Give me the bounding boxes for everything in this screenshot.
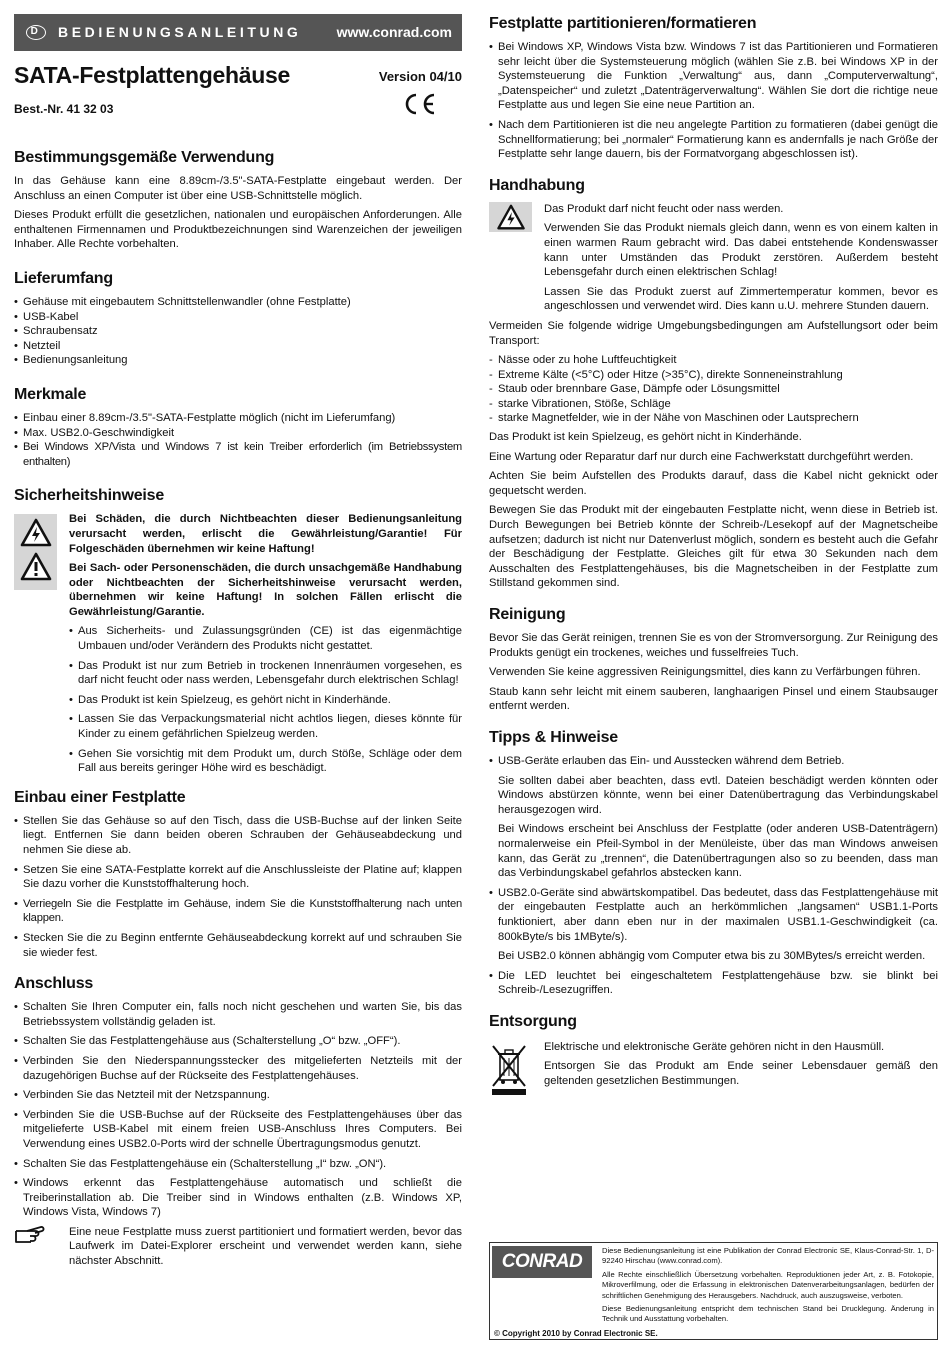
list-item: • Setzen Sie eine SATA-Festplatte korrekt auf die Anschlussleiste der Platine auf; klappen Sie dazu vorher die Kunststoffhalterung hoch. — [14, 863, 462, 892]
title-block — [14, 62, 462, 128]
paragraph: Eine Wartung oder Reparatur darf nur durch eine Fachwerkstatt durchgeführt werden. — [489, 450, 914, 463]
list-item: - starke Magnetfelder, wie in der Nähe von Maschinen oder Lautsprechern — [489, 411, 938, 426]
pointing-hand-icon — [14, 1225, 48, 1245]
list-item: • Lassen Sie das Verpackungsmaterial nicht achtlos liegen, dieses könnte für Kinder zu einem gefährlichen Spielzeug werden. — [69, 712, 462, 741]
paragraph: Achten Sie beim Aufstellen des Produkts darauf, dass die Kabel nicht geknickt oder gequetscht werden. — [489, 470, 938, 497]
note-text: Eine neue Festplatte muss zuerst partitioniert und formatiert werden, bevor das Laufwerk im Datei-Explorer erscheint und verwendet werden kann, siehe nächster Abschnitt. — [69, 1225, 462, 1268]
left-column — [14, 14, 462, 1274]
list-item: • Verbinden Sie das Netzteil mit der Netzspannung. — [14, 1088, 462, 1103]
heading-merkmale: Merkmale — [14, 385, 87, 403]
list-item: • Das Produkt ist kein Spielzeug, es gehört nicht in Kinderhände. — [69, 693, 462, 708]
partition-list — [489, 40, 938, 162]
einbau-list — [14, 814, 462, 960]
list-item: • Bei Windows XP, Windows Vista bzw. Windows 7 ist das Partitionieren und Formatieren sehr leicht über die Systemsteuerung möglich (wählen Sie z.B. bei Windows XP in der Systemsteuerung die Funktion „Verwaltung“ aus, dann „Computerverwaltung“, „Datenspeicher“ und zuletzt „Datenträgerverwaltung“. Wählen Sie dort die richtige neue Festplatte aus und legen Sie eine neue Partition an. — [489, 40, 938, 113]
paragraph: Bewegen Sie das Produkt mit der eingebauten Festplatte nicht, wenn diese in Betrieb ist. Durch Bewegungen bei Betrieb könnte der Schreib-/Lesekopf auf der Magnetscheibe aufsetzen; dadurch ist nicht nur Datenverlust möglich, sondern es besteht auch die Gefahr der Beschädigung der Festplatte. Gleiches gilt für etwa 30 Sekunden nach dem Ausschalten des Festplattengehäuses, bis die Magnetscheiben in der Festplatte zum Stillstand gekommen sind. — [489, 504, 938, 590]
paragraph: In das Gehäuse kann eine 8.89cm-/3.5"-SATA-Festplatte eingebaut werden. Der Anschluss an einen Computer ist über eine USB-Schnittstelle möglich. — [14, 175, 462, 202]
note-block — [14, 1225, 462, 1269]
list-item: • Schalten Sie das Festplattengehäuse ein (Schalterstellung „I“ bzw. „ON“). — [14, 1157, 462, 1172]
safety-block — [14, 512, 462, 776]
electric-warning-icon — [496, 204, 526, 231]
list-item: - Staub oder brennbare Gase, Dämpfe oder Lösungsmittel — [489, 382, 938, 397]
list-item: • Stecken Sie die zu Beginn entfernte Gehäuseabdeckung korrekt auf und schrauben Sie sie wieder fest. — [14, 931, 462, 960]
heading-partition: Festplatte partitionieren/formatieren — [489, 15, 757, 32]
paragraph: Verwenden Sie keine aggressiven Reinigungsmittel, dies kann zu Verfärbungen führen. — [489, 666, 921, 679]
paragraph: Entsorgen Sie das Produkt am Ende seiner Lebensdauer gemäß den geltenden gesetzlichen Bestimmungen. — [544, 1060, 938, 1088]
lieferumfang-list — [14, 295, 462, 368]
exclamation-warning-icon — [20, 552, 52, 582]
heading-reinigung: Reinigung — [489, 606, 566, 623]
header-label: BEDIENUNGSANLEITUNG — [58, 24, 302, 41]
list-item: • USB2.0-Geräte sind abwärtskompatibel. Das bedeutet, dass das Festplattengehäuse mit der eingebauten Festplatte auch an herkömmlichen „langsamen“ USB1.1-Ports funktioniert, aber dann eben nur in der maximalen USB1.1-Geschwindigkeit (ca. 800kByte/s bis 1MByte/s). — [489, 886, 938, 944]
paragraph: Verwenden Sie das Produkt niemals gleich dann, wenn es von einem kalten in einen warmen Raum gebracht wird. Das dabei entstehende Kondenswasser kann unter Umständen das Produkt zerstören. Außerdem besteht Lebensgefahr durch einen elektrischen Schlag! — [544, 222, 938, 279]
list-item: • Verbinden Sie die USB-Buchse auf der Rückseite des Festplattengehäuses über das mitgelieferte USB-Kabel mit einem freien USB-Anschluss Ihres Computers. Bei Verwendung eines USB2.0-Ports wird der schnelle Übertragungsmodus genutzt. — [14, 1108, 462, 1152]
paragraph: Das Produkt darf nicht feucht oder nass werden. — [544, 202, 784, 215]
imprint-box — [489, 1242, 938, 1340]
list-item: • USB-Geräte erlauben das Ein- und Ausstecken während dem Betrieb. — [489, 754, 938, 769]
header-bar — [14, 14, 462, 51]
list-item: • Verbinden Sie den Niederspannungsstecker des mitgelieferten Netzteils mit der dazugehörigen Buchse auf der Rückseite des Festplattengehäuses. — [14, 1054, 462, 1083]
list-item: • Bedienungsanleitung — [14, 353, 462, 368]
order-number: Best.-Nr. 41 32 03 — [14, 102, 114, 116]
handling-block — [489, 202, 938, 314]
crossed-bin-icon — [489, 1042, 529, 1096]
imprint-text: Diese Bedienungsanleitung ist eine Publikation der Conrad Electronic SE, Klaus-Conrad-Str. 1, D-92240 Hirschau (www.conrad.com). — [602, 1246, 934, 1266]
list-item: • Schalten Sie Ihren Computer ein, falls noch nicht geschehen und warten Sie, bis das Betriebssystem vollständig geladen ist. — [14, 1000, 462, 1029]
merkmale-list — [14, 411, 462, 469]
paragraph: Bevor Sie das Gerät reinigen, trennen Sie es von der Stromversorgung. Zur Reinigung des Produkts genügt ein trockenes, weiches und fusselfreies Tuch. — [489, 632, 938, 659]
ce-mark-icon — [401, 92, 437, 116]
heading-tipps: Tipps & Hinweise — [489, 728, 618, 746]
list-item: • Aus Sicherheits- und Zulassungsgründen (CE) ist das eigenmächtige Umbauen und/oder Verändern des Produkts nicht gestattet. — [69, 624, 462, 653]
list-item: • Einbau einer 8.89cm-/3.5"-SATA-Festplatte möglich (nicht im Lieferumfang) — [14, 411, 462, 426]
document-title: SATA-Festplattengehäuse — [14, 62, 290, 88]
anschluss-list — [14, 1000, 462, 1220]
conrad-logo: CONRAD — [492, 1246, 592, 1278]
imprint-text: Diese Bedienungsanleitung entspricht dem technischen Stand bei Drucklegung. Änderung in Technik und Ausstattung vorbehalten. — [602, 1304, 934, 1324]
paragraph: Staub kann sehr leicht mit einem sauberen, langhaarigen Pinsel und einem Staubsauger entfernt werden. — [489, 685, 938, 713]
paragraph: Bei USB2.0 können abhängig vom Computer etwa bis zu 30MBytes/s erreicht werden. — [498, 950, 926, 963]
language-badge: D — [26, 25, 46, 40]
paragraph: Das Produkt ist kein Spielzeug, es gehört nicht in Kinderhände. — [489, 431, 802, 444]
disposal-block — [489, 1040, 938, 1089]
paragraph: Bei Windows erscheint bei Anschluss der Festplatte (oder anderen USB-Datenträgern) normalerweise ein Pfeil-Symbol in der Menüleiste, über das man Windows anweisen kann, das Gerät zu „trennen“, die Datenübertragungen also so zu beenden, dass man das Verbindungskabel gefahrlos abstecken kann. — [498, 823, 938, 880]
list-item: - Extreme Kälte (<5°C) oder Hitze (>35°C), direkte Sonneneinstrahlung — [489, 368, 938, 383]
list-item: • Netzteil — [14, 339, 462, 354]
list-item: • Verriegeln Sie die Festplatte im Gehäuse, indem Sie die Kunststoffhalterung nach unten klappen. — [14, 897, 462, 926]
list-item: • USB-Kabel — [14, 310, 462, 325]
list-item: • Das Produkt ist nur zum Betrieb in trockenen Innenräumen vorgesehen, es darf nicht feucht oder nass werden, Lebensgefahr durch elektrischen Schlag! — [69, 659, 462, 688]
conditions-list — [489, 353, 938, 426]
heading-sicherheit: Sicherheitshinweise — [14, 487, 165, 505]
list-item: • Bei Windows XP/Vista und Windows 7 ist kein Treiber erforderlich (im Betriebssystem enthalten) — [14, 440, 462, 469]
header-url[interactable]: www.conrad.com — [336, 24, 452, 41]
list-item: • Stellen Sie das Gehäuse so auf den Tisch, dass die USB-Buchse auf der linken Seite liegt. Entfernen Sie dann beiden oberen Schrauben der Gehäuseabdeckung und nehmen Sie diese ab. — [14, 814, 462, 858]
list-item: • Nach dem Partitionieren ist die neu angelegte Partition zu formatieren (dabei genügt die Schnellformatierung; bei „normaler“ Formatierung kann es andernfalls je nach Größe der Festplatte sehr lange dauern, bis der Formatvorgang abgeschlossen ist). — [489, 118, 938, 162]
heading-anschluss: Anschluss — [14, 975, 94, 993]
version-label: Version 04/10 — [378, 69, 462, 84]
right-column — [489, 14, 938, 1094]
safety-bold-1: Bei Schäden, die durch Nichtbeachten dieser Bedienungsanleitung verursacht werden, erlischt die Gewährleistung/Garantie! Für Folgeschäden übernehmen wir keine Haftung! — [69, 513, 462, 555]
list-item: - Nässe oder zu hohe Luftfeuchtigkeit — [489, 353, 938, 368]
list-item: • Gehäuse mit eingebautem Schnittstellenwandler (ohne Festplatte) — [14, 295, 462, 310]
safety-bold-2: Bei Sach- oder Personenschäden, die durch unsachgemäße Handhabung oder Nichtbeachten der Sicherheitshinweise verursacht werden, übernehmen wir keine Haftung! In solchen Fällen erlischt die Gewährleistung/Garantie. — [69, 562, 462, 618]
paragraph: Vermeiden Sie folgende widrige Umgebungsbedingungen am Aufstellungsort oder beim Transport: — [489, 319, 938, 347]
tipps-list — [489, 754, 938, 769]
heading-lieferumfang: Lieferumfang — [14, 269, 113, 287]
heading-einbau: Einbau einer Festplatte — [14, 788, 186, 806]
paragraph: Dieses Produkt erfüllt die gesetzlichen, nationalen und europäischen Anforderungen. Alle enthaltenen Firmennamen und Produktbezeichnungen sind Warenzeichen der jeweiligen Inhaber. Alle Rechte vorbehalten. — [14, 209, 462, 251]
imprint-text: Alle Rechte einschließlich Übersetzung vorbehalten. Reproduktionen jeder Art, z. B. Fotokopie, Mikroverfilmung, oder die Erfassung in elektronischen Datenverarbeitungsanlagen, bedürfen der schriftlichen Genehmigung des Herausgebers. Nachdruck, auch auszugsweise, verboten. — [602, 1269, 934, 1300]
list-item: • Max. USB2.0-Geschwindigkeit — [14, 426, 462, 441]
heading-handhabung: Handhabung — [489, 176, 585, 194]
list-item: • Gehen Sie vorsichtig mit dem Produkt um, durch Stöße, Schläge oder dem Fall aus bereits geringer Höhe wird es beschädigt. — [69, 747, 462, 776]
heading-entsorgung: Entsorgung — [489, 1012, 577, 1030]
list-item: • Schalten Sie das Festplattengehäuse aus (Schalterstellung „O“ bzw. „OFF“). — [14, 1034, 462, 1049]
list-item: - starke Vibrationen, Stöße, Schläge — [489, 397, 938, 412]
warning-icons — [14, 514, 57, 590]
electric-warning-icon — [20, 518, 52, 548]
list-item: • Schraubensatz — [14, 324, 462, 339]
list-item: • Die LED leuchtet bei eingeschaltetem Festplattengehäuse bzw. sie blinkt bei Schreib-/Lesezugriffen. — [489, 969, 938, 998]
paragraph: Elektrische und elektronische Geräte gehören nicht in den Hausmüll. — [544, 1040, 885, 1053]
paragraph: Sie sollten dabei aber beachten, dass evtl. Dateien beschädigt werden könnten oder Windows abstürzen könnte, wenn bei einer Datenübertragung das Verbindungskabel herausgezogen wird. — [498, 774, 938, 816]
paragraph: Lassen Sie das Produkt zuerst auf Zimmertemperatur kommen, bevor es angeschlossen und verwendet wird. Dies kann u.U. mehrere Stunden dauern. — [544, 285, 938, 313]
safety-list — [69, 624, 462, 775]
heading-bestimmung: Bestimmungsgemäße Verwendung — [14, 149, 275, 166]
list-item: • Windows erkennt das Festplattengehäuse automatisch und schließt die Treiberinstallation ab. Die Treiber sind in Windows enthalten (z.B. Windows XP, Windows Vista, Windows 7) — [14, 1176, 462, 1220]
copyright: © Copyright 2010 by Conrad Electronic SE. — [494, 1329, 658, 1338]
